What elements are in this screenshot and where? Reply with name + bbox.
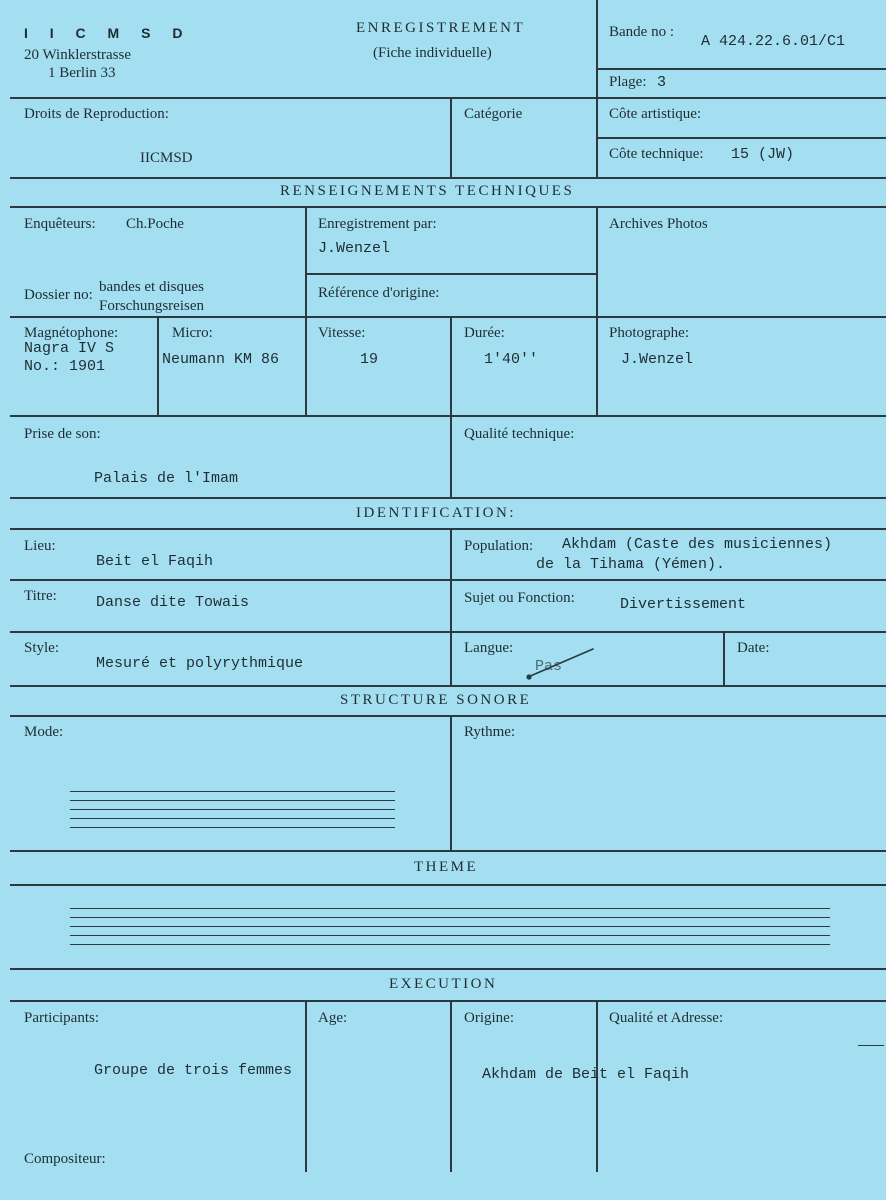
magnetophone-value: Nagra IV S <box>24 340 115 357</box>
participants-label: Participants: <box>24 1010 99 1026</box>
magnetophone-label: Magnétophone: <box>24 325 119 341</box>
prise-value: Palais de l'Imam <box>94 470 239 487</box>
address-line: 20 Winklerstrasse <box>24 47 132 63</box>
divider <box>10 206 886 208</box>
divider <box>10 685 886 687</box>
enqueteurs-value: Ch.Poche <box>126 216 184 232</box>
enregistrement-par-value: J.Wenzel <box>318 240 391 257</box>
divider <box>596 1000 598 1172</box>
vitesse-label: Vitesse: <box>318 325 366 341</box>
photographe-value: J.Wenzel <box>621 351 694 368</box>
cote-technique-value: 15 (JW) <box>731 146 795 163</box>
divider <box>10 1000 886 1002</box>
bande-value: A 424.22.6.01/C1 <box>701 33 846 50</box>
org-logo: I I C M S D <box>24 25 192 41</box>
participants-value: Groupe de trois femmes <box>94 1062 293 1079</box>
titre-value: Danse dite Towais <box>96 594 250 611</box>
section-title: THEME <box>414 859 479 875</box>
style-label: Style: <box>24 640 60 656</box>
date-label: Date: <box>737 640 770 656</box>
divider <box>858 1045 884 1046</box>
dossier-value: bandes et disques <box>99 279 204 295</box>
magnetophone-no: No.: 1901 <box>24 358 106 375</box>
divider <box>10 415 886 417</box>
divider <box>450 316 452 415</box>
section-title: EXECUTION <box>389 976 498 992</box>
cote-technique-label: Côte technique: <box>609 146 704 162</box>
divider <box>305 273 596 275</box>
divider <box>10 968 886 970</box>
form-subtitle: (Fiche individuelle) <box>373 45 492 61</box>
divider <box>596 206 598 415</box>
vitesse-value: 19 <box>360 351 379 368</box>
micro-label: Micro: <box>172 325 213 341</box>
divider <box>10 715 886 717</box>
divider <box>10 497 886 499</box>
divider <box>596 0 598 177</box>
divider <box>723 631 725 685</box>
compositeur-label: Compositeur: <box>24 1151 106 1167</box>
divider <box>450 415 452 497</box>
qualite-adresse-label: Qualité et Adresse: <box>609 1010 724 1026</box>
lieu-value: Beit el Faqih <box>96 553 214 570</box>
section-title: IDENTIFICATION: <box>356 505 516 521</box>
section-title: RENSEIGNEMENTS TECHNIQUES <box>280 183 575 199</box>
divider <box>10 631 886 633</box>
divider <box>10 850 886 852</box>
pen-strike-mark <box>522 644 598 680</box>
plage-label: Plage: <box>609 74 647 90</box>
photographe-label: Photographe: <box>609 325 689 341</box>
origine-value: Akhdam de Beit el Faqih <box>482 1066 690 1083</box>
archives-photos-label: Archives Photos <box>609 216 708 232</box>
qualite-label: Qualité technique: <box>464 426 575 442</box>
form-title: ENREGISTREMENT <box>356 20 526 36</box>
divider <box>450 715 452 850</box>
divider <box>10 884 886 886</box>
droits-value: IICMSD <box>140 150 193 166</box>
divider <box>450 1000 452 1172</box>
divider <box>10 316 886 318</box>
divider <box>450 528 452 685</box>
rythme-label: Rythme: <box>464 724 516 740</box>
lieu-label: Lieu: <box>24 538 56 554</box>
divider <box>10 579 886 581</box>
divider <box>10 528 886 530</box>
mode-label: Mode: <box>24 724 64 740</box>
population-value: de la Tihama (Yémen). <box>536 556 726 573</box>
bande-label: Bande no : <box>609 24 674 40</box>
titre-label: Titre: <box>24 588 57 604</box>
divider <box>305 206 307 415</box>
divider <box>157 316 159 415</box>
sujet-label: Sujet ou Fonction: <box>464 590 575 606</box>
duree-value: 1'40'' <box>484 351 539 368</box>
population-label: Population: <box>464 538 534 554</box>
style-value: Mesuré et polyrythmique <box>96 655 304 672</box>
address-line: 1 Berlin 33 <box>48 65 116 81</box>
divider <box>305 1000 307 1172</box>
dossier-value: Forschungsreisen <box>99 298 204 314</box>
categorie-label: Catégorie <box>464 106 523 122</box>
langue-label: Langue: <box>464 640 514 656</box>
reference-label: Référence d'origine: <box>318 285 440 301</box>
divider <box>10 177 886 179</box>
micro-value: Neumann KM 86 <box>162 351 280 368</box>
plage-value: 3 <box>657 74 667 91</box>
age-label: Age: <box>318 1010 348 1026</box>
cote-artistique-label: Côte artistique: <box>609 106 702 122</box>
droits-label: Droits de Reproduction: <box>24 106 169 122</box>
divider <box>596 137 886 139</box>
population-value: Akhdam (Caste des musiciennes) <box>562 536 833 553</box>
prise-label: Prise de son: <box>24 426 101 442</box>
divider <box>450 97 452 177</box>
divider <box>596 68 886 70</box>
divider <box>10 97 886 99</box>
origine-label: Origine: <box>464 1010 514 1026</box>
sujet-value: Divertissement <box>620 596 747 613</box>
langue-value: Pas <box>535 658 563 675</box>
enregistrement-par-label: Enregistrement par: <box>318 216 437 232</box>
dossier-label: Dossier no: <box>24 287 93 303</box>
enqueteurs-label: Enquêteurs: <box>24 216 96 232</box>
duree-label: Durée: <box>464 325 505 341</box>
section-title: STRUCTURE SONORE <box>340 692 532 708</box>
